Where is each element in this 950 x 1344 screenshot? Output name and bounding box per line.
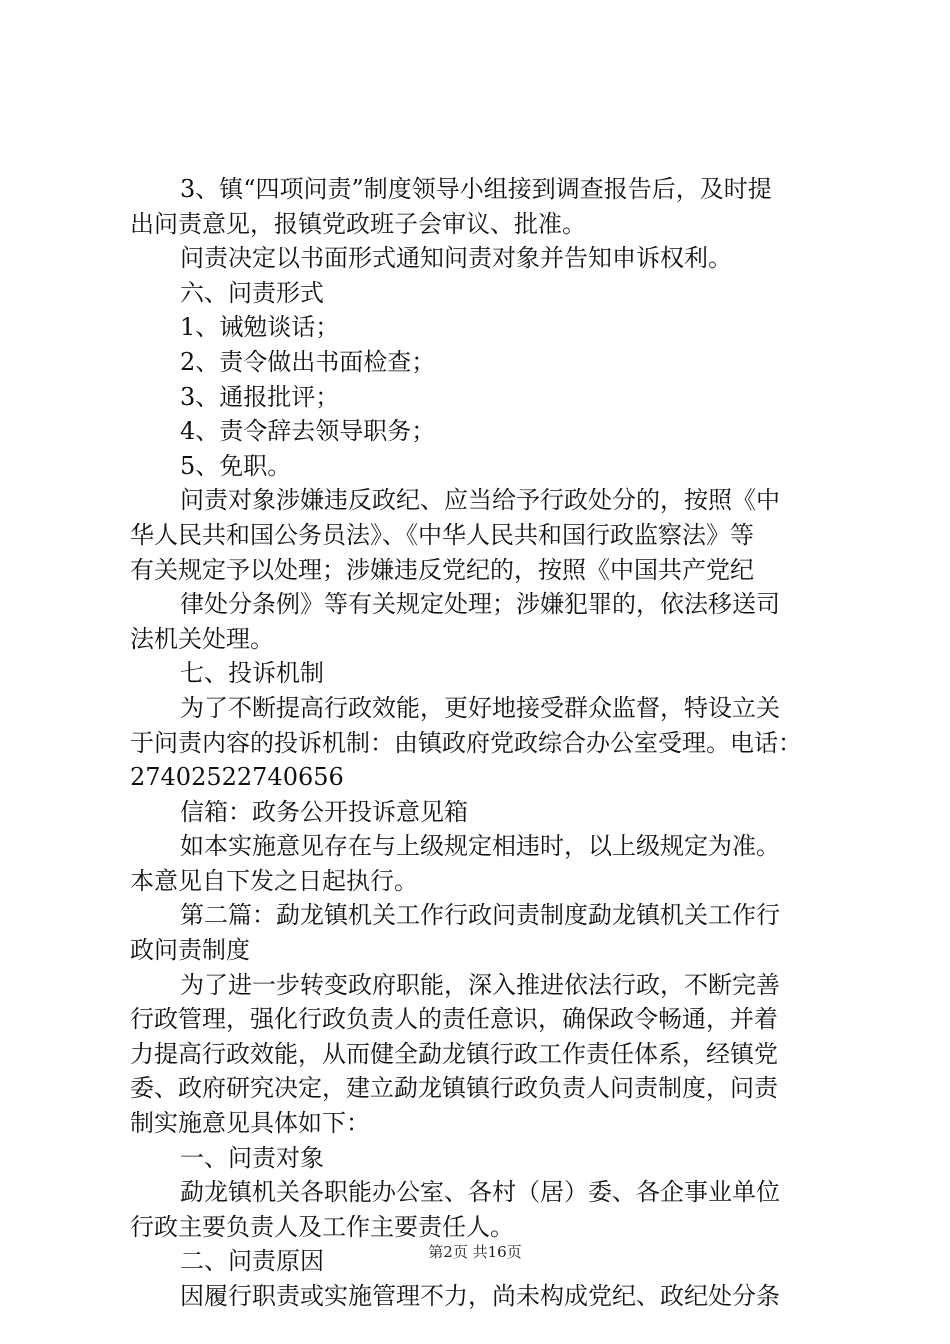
text-line: 六、问责形式 [180, 278, 324, 307]
page-footer: 第2页 共16页 [428, 1243, 522, 1261]
text-line: 勐龙镇机关各职能办公室、各村（居）委、各企事业单位 [180, 1178, 780, 1207]
text-line: 力提高行政效能，从而健全勐龙镇行政工作责任体系，经镇党 [130, 1039, 778, 1068]
text-line: 为了不断提高行政效能，更好地接受群众监督，特设立关 [180, 693, 780, 722]
text-line: 1、诫勉谈话； [180, 313, 340, 342]
text-line: 如本实施意见存在与上级规定相违时，以上级规定为准。 [180, 832, 780, 861]
text-line: 问责对象涉嫌违反政纪、应当给予行政处分的，按照《中 [180, 486, 780, 515]
text-line: 委、政府研究决定，建立勐龙镇镇行政负责人问责制度，问责 [130, 1074, 778, 1103]
document-body [130, 172, 830, 1314]
text-line: 行政主要负责人及工作主要责任人。 [130, 1212, 514, 1241]
text-line: 有关规定予以处理；涉嫌违反党纪的，按照《中国共产党纪 [130, 555, 754, 584]
text-line: 于问责内容的投诉机制：由镇政府党政综合办公室受理。电话： [130, 728, 802, 757]
text-line: 第二篇：勐龙镇机关工作行政问责制度勐龙镇机关工作行 [180, 901, 780, 930]
text-line: 二、问责原因 [180, 1247, 324, 1276]
text-line: 4、责令辞去领导职务； [180, 417, 436, 446]
text-line: 3、镇“四项问责”制度领导小组接到调查报告后，及时提 [180, 175, 772, 203]
text-line: 问责决定以书面形式通知问责对象并告知申诉权利。 [180, 244, 732, 273]
text-line: 律处分条例》等有关规定处理；涉嫌犯罪的，依法移送司 [180, 590, 780, 619]
text-line: 本意见自下发之日起执行。 [130, 866, 418, 895]
text-line: 一、问责对象 [180, 1143, 324, 1172]
text-line: 华人民共和国公务员法》、《中华人民共和国行政监察法》等 [130, 520, 754, 549]
text-line: 七、投诉机制 [180, 659, 324, 688]
text-line: 为了进一步转变政府职能，深入推进依法行政，不断完善 [180, 970, 780, 999]
text-line: 信箱：政务公开投诉意见箱 [180, 797, 468, 826]
text-line: 行政管理，强化行政负责人的责任意识，确保政令畅通，并着 [130, 1005, 778, 1034]
text-line: 制实施意见具体如下： [130, 1109, 370, 1138]
text-line: 3、通报批评； [180, 382, 340, 411]
text-line: 2、责令做出书面检查； [180, 347, 436, 376]
text-line: 政问责制度 [130, 936, 250, 965]
text-line: 27402522740656 [130, 763, 344, 792]
text-line: 因履行职责或实施管理不力，尚未构成党纪、政纪处分条 [180, 1282, 780, 1310]
text-line: 出问责意见，报镇党政班子会审议、批准。 [130, 209, 586, 238]
text-line: 5、免职。 [180, 451, 292, 480]
text-line: 法机关处理。 [130, 624, 274, 653]
